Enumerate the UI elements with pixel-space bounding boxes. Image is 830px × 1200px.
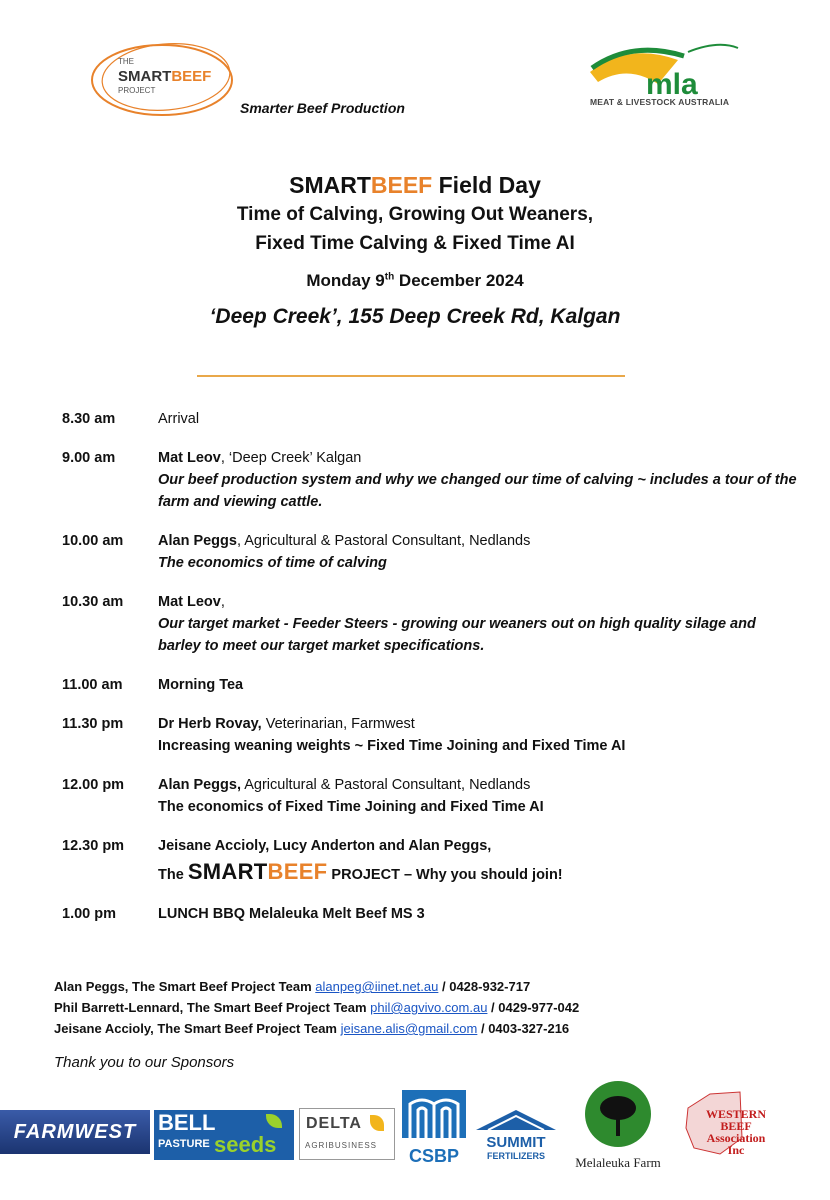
agenda-row <box>62 447 802 513</box>
subtitle-line-2: Fixed Time Calving & Fixed Time AI <box>255 233 575 254</box>
agenda-speaker: Dr Herb Rovay, <box>158 716 262 732</box>
smartbeef-logo <box>88 40 240 122</box>
agenda-row <box>62 591 802 657</box>
wba-line-3: Association <box>706 1131 766 1145</box>
agenda-time: 9.00 am <box>62 450 116 466</box>
agenda-row <box>62 530 802 574</box>
logo-beef: BEEF <box>171 68 212 85</box>
agenda-time: 10.00 am <box>62 533 124 549</box>
date-pre: Monday 9 <box>306 271 385 290</box>
smartbeef-swoosh-icon <box>88 40 240 122</box>
contact-line <box>54 976 579 997</box>
agenda-topic-beef: BEEF <box>267 859 328 884</box>
sponsor-summit-logo <box>472 1108 560 1164</box>
contact-email-link[interactable]: phil@agvivo.com.au <box>370 1000 488 1015</box>
melaleuka-text: Melaleuka Farm <box>575 1155 661 1170</box>
delta-sub-text: AGRIBUSINESS <box>305 1141 378 1150</box>
contact-phone: / 0403-327-216 <box>477 1021 570 1036</box>
title-block <box>0 170 830 329</box>
sponsor-delta-logo <box>299 1108 395 1160</box>
subtitle-line-1: Time of Calving, Growing Out Weaners, <box>236 204 594 225</box>
csbp-text: CSBP <box>408 1146 459 1166</box>
agenda-time: 11.00 am <box>62 677 123 693</box>
wba-line-1: WESTERN <box>705 1107 767 1121</box>
agenda-topic-post: PROJECT – Why you should join! <box>327 867 563 883</box>
leaf-icon <box>266 1114 282 1128</box>
agenda-topic: Our target market - Feeder Steers - growing our weaners out on high quality silage and barley to meet our target market specifications. <box>158 616 756 654</box>
date-post: December 2024 <box>394 271 524 290</box>
agenda-time: 10.30 am <box>62 594 124 610</box>
agenda-speaker: Morning Tea <box>158 677 244 693</box>
logo-the: THE <box>118 57 134 66</box>
agenda-topic: The economics of time of calving <box>158 555 387 571</box>
mla-text: mla <box>646 68 698 101</box>
contact-phone: / 0429-977-042 <box>487 1000 580 1015</box>
agenda-speaker: Jeisane Accioly, Lucy Anderton and Alan Peggs, <box>158 838 492 854</box>
contact-email-link[interactable]: alanpeg@iinet.net.au <box>315 979 439 994</box>
bell-text: BELL <box>158 1110 216 1135</box>
agenda-topic-smart: SMART <box>187 859 268 884</box>
wba-line-4: Inc <box>727 1143 745 1157</box>
agenda-time: 12.00 pm <box>62 777 125 793</box>
csbp-arches-icon <box>400 1088 468 1140</box>
agenda-detail: Agricultural & Pastoral Consultant, Nedlands <box>241 777 531 793</box>
event-date <box>0 271 830 291</box>
farmwest-text: FARMWEST <box>13 1121 137 1143</box>
agenda-topic-pre: The <box>158 867 188 883</box>
title-prefix: SMART <box>289 172 371 198</box>
contact-name: Jeisane Accioly, The Smart Beef Project Team <box>54 1021 341 1036</box>
summit-sub-text: FERTILIZERS <box>487 1151 545 1161</box>
agenda-row <box>62 408 802 430</box>
agenda-detail: , <box>220 594 225 610</box>
agenda-time: 12.30 pm <box>62 838 125 854</box>
title-suffix: Field Day <box>432 172 541 198</box>
event-venue: ‘Deep Creek’, 155 Deep Creek Rd, Kalgan <box>209 305 621 328</box>
agenda-topic: The economics of Fixed Time Joining and Fixed Time AI <box>158 799 544 815</box>
agenda <box>62 408 802 942</box>
summit-text: SUMMIT <box>486 1134 546 1151</box>
sponsors-heading: Thank you to our Sponsors <box>54 1054 235 1071</box>
sponsor-csbp-logo <box>400 1088 468 1164</box>
agenda-time: 11.30 pm <box>62 716 124 732</box>
contact-line <box>54 1018 579 1039</box>
sponsor-bell-logo <box>154 1110 294 1160</box>
logo-smart: SMART <box>118 68 172 85</box>
bell-pasture-text: PASTURE <box>158 1138 210 1150</box>
title-highlight: BEEF <box>370 172 433 198</box>
date-sup: th <box>384 271 395 283</box>
agenda-speaker: Mat Leov <box>158 450 221 466</box>
contact-phone: / 0428-932-717 <box>438 979 531 994</box>
agenda-detail: , ‘Deep Creek’ Kalgan <box>220 450 362 466</box>
contact-name: Phil Barrett-Lennard, The Smart Beef Project Team <box>54 1000 371 1015</box>
svg-text:SMARTBEEF <box>118 68 211 85</box>
agenda-speaker: Alan Peggs, <box>158 777 241 793</box>
contact-line <box>54 997 579 1018</box>
agenda-row <box>62 674 802 696</box>
delta-leaf-icon <box>370 1115 384 1131</box>
agenda-topic: Our beef production system and why we changed our time of calving ~ includes a tour of the farm and viewing cattle. <box>158 472 797 510</box>
sponsor-wba-logo <box>680 1088 776 1160</box>
tagline: Smarter Beef Production <box>240 100 405 116</box>
agenda-time: 8.30 am <box>62 411 116 427</box>
divider <box>197 375 625 377</box>
agenda-time: 1.00 pm <box>62 906 116 922</box>
sponsor-melaleuka-logo <box>564 1078 672 1170</box>
mla-subtitle: MEAT & LIVESTOCK AUSTRALIA <box>590 97 730 107</box>
agenda-speaker: Mat Leov <box>158 594 221 610</box>
contact-email-link[interactable]: jeisane.alis@gmail.com <box>340 1021 478 1036</box>
agenda-speaker: Alan Peggs <box>158 533 237 549</box>
agenda-row <box>62 903 802 925</box>
sponsor-farmwest-logo <box>0 1110 150 1154</box>
agenda-row <box>62 774 802 818</box>
agenda-speaker: Arrival <box>158 411 200 427</box>
page-title <box>0 170 830 200</box>
wba-line-2: BEEF <box>720 1119 752 1133</box>
agenda-row <box>62 835 802 886</box>
bell-seeds-text: seeds <box>214 1132 277 1157</box>
agenda-topic: Increasing weaning weights ~ Fixed Time Joining and Fixed Time AI <box>158 738 626 754</box>
contact-name: Alan Peggs, The Smart Beef Project Team <box>54 979 316 994</box>
agenda-speaker: LUNCH BBQ Melaleuka Melt Beef MS 3 <box>158 906 425 922</box>
tree-icon <box>564 1078 672 1150</box>
delta-text: DELTA <box>306 1115 362 1132</box>
agenda-row <box>62 713 802 757</box>
summit-mountain-icon <box>472 1108 560 1130</box>
agenda-detail: Veterinarian, Farmwest <box>261 716 415 732</box>
contacts <box>54 976 579 1039</box>
logo-project: PROJECT <box>118 86 156 95</box>
wba-text <box>698 1108 774 1156</box>
agenda-detail: , Agricultural & Pastoral Consultant, Nedlands <box>236 533 531 549</box>
